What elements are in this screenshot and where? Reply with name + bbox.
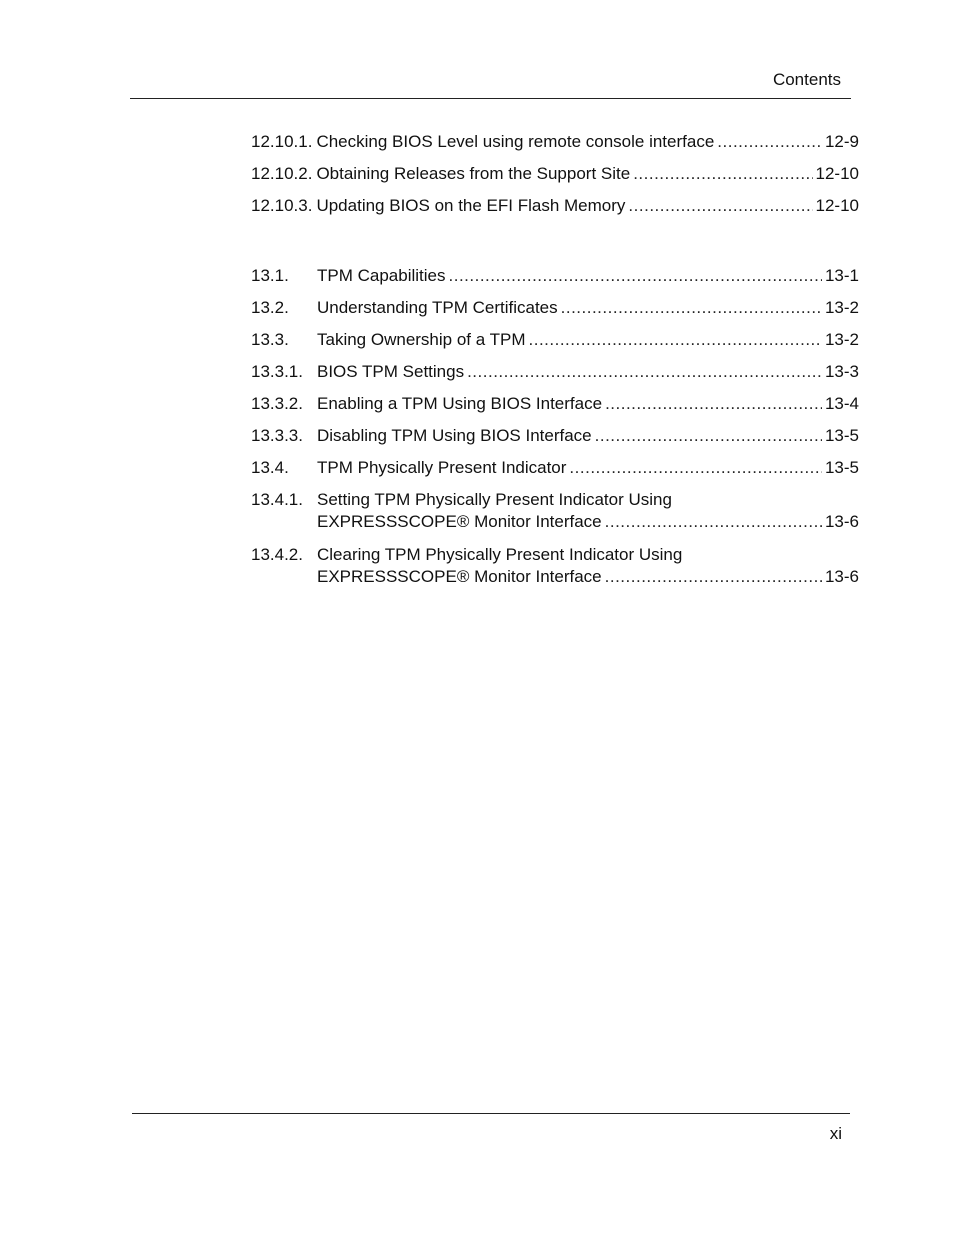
toc-entry-page: 13-3 <box>824 362 859 381</box>
toc-entry-number: 13.4.2. <box>251 545 303 564</box>
toc-entry[interactable] <box>251 163 859 195</box>
toc-entry-number: 13.4. <box>251 458 289 477</box>
toc-entry-title-line2: EXPRESSSCOPE® Monitor Interface <box>317 512 602 531</box>
toc-entry-number: 12.10.2. <box>251 164 313 183</box>
toc-entry-page: 13-1 <box>824 266 859 285</box>
toc-entry-title: Understanding TPM Certificates <box>317 298 558 317</box>
toc-entry-title: Updating BIOS on the EFI Flash Memory <box>316 196 626 215</box>
dot-leader <box>628 195 812 217</box>
toc-entry-page: 13-5 <box>824 426 859 445</box>
toc-section-13 <box>251 265 859 599</box>
toc-entry-number: 13.2. <box>251 298 289 317</box>
toc-entry-title: TPM Capabilities <box>317 266 446 285</box>
toc-entry-title: Enabling a TPM Using BIOS Interface <box>317 394 603 413</box>
footer-rule <box>132 1113 850 1114</box>
toc-entry-number: 13.3. <box>251 330 289 349</box>
dot-leader <box>569 457 822 479</box>
toc-entry-page: 12-9 <box>824 132 859 151</box>
header-rule <box>130 98 851 99</box>
toc-entry-page: 13-2 <box>824 330 859 349</box>
dot-leader <box>467 361 822 383</box>
toc-entry-page: 13-2 <box>824 298 859 317</box>
toc-entry-number: 13.1. <box>251 266 289 285</box>
toc-entry-title: Checking BIOS Level using remote console interface <box>316 132 715 151</box>
dot-leader <box>561 297 822 319</box>
toc-entry-title-line1: Setting TPM Physically Present Indicator Using <box>317 490 672 509</box>
dot-leader <box>595 425 822 447</box>
toc-entry-number: 13.3.1. <box>251 362 303 381</box>
toc-entry[interactable] <box>251 425 859 457</box>
toc-entry-page: 13-6 <box>824 567 859 586</box>
toc-entry-page: 12-10 <box>815 164 859 183</box>
toc-entry-title: Obtaining Releases from the Support Site <box>316 164 631 183</box>
toc-entry[interactable] <box>251 195 859 227</box>
toc-entry-title: Taking Ownership of a TPM <box>317 330 526 349</box>
dot-leader <box>717 131 822 153</box>
toc-entry-title: TPM Physically Present Indicator <box>317 458 567 477</box>
toc-entry-page: 13-4 <box>824 394 859 413</box>
toc-entry[interactable] <box>251 393 859 425</box>
toc-entry[interactable] <box>251 457 859 489</box>
dot-leader <box>529 329 822 351</box>
toc-entry-title-line2: EXPRESSSCOPE® Monitor Interface <box>317 567 602 586</box>
toc-entry[interactable] <box>251 265 859 297</box>
toc-entry[interactable] <box>251 489 859 544</box>
dot-leader <box>633 163 812 185</box>
toc-entry[interactable] <box>251 297 859 329</box>
dot-leader <box>605 393 822 415</box>
toc-entry-page: 13-6 <box>824 512 859 531</box>
toc-entry-page: 13-5 <box>824 458 859 477</box>
dot-leader <box>449 265 822 287</box>
toc-entry-number: 13.3.3. <box>251 426 303 445</box>
footer-page-number: xi <box>829 1124 842 1143</box>
toc-entry[interactable] <box>251 544 859 599</box>
running-header-title: Contents <box>772 70 841 89</box>
dot-leader <box>605 566 822 588</box>
toc-entry-number: 12.10.1. <box>251 132 313 151</box>
toc-entry-title: BIOS TPM Settings <box>317 362 465 381</box>
toc-entry[interactable] <box>251 131 859 163</box>
toc-entry[interactable] <box>251 361 859 393</box>
toc-entry-title: Disabling TPM Using BIOS Interface <box>317 426 592 445</box>
toc-entry-number: 13.4.1. <box>251 490 303 509</box>
toc-entry-title-line1: Clearing TPM Physically Present Indicator Using <box>317 545 683 564</box>
toc-section-12 <box>251 131 859 227</box>
dot-leader <box>605 511 822 533</box>
toc-entry-number: 13.3.2. <box>251 394 303 413</box>
toc-entry[interactable] <box>251 329 859 361</box>
toc-entry-page: 12-10 <box>815 196 859 215</box>
toc-entry-number: 12.10.3. <box>251 196 313 215</box>
